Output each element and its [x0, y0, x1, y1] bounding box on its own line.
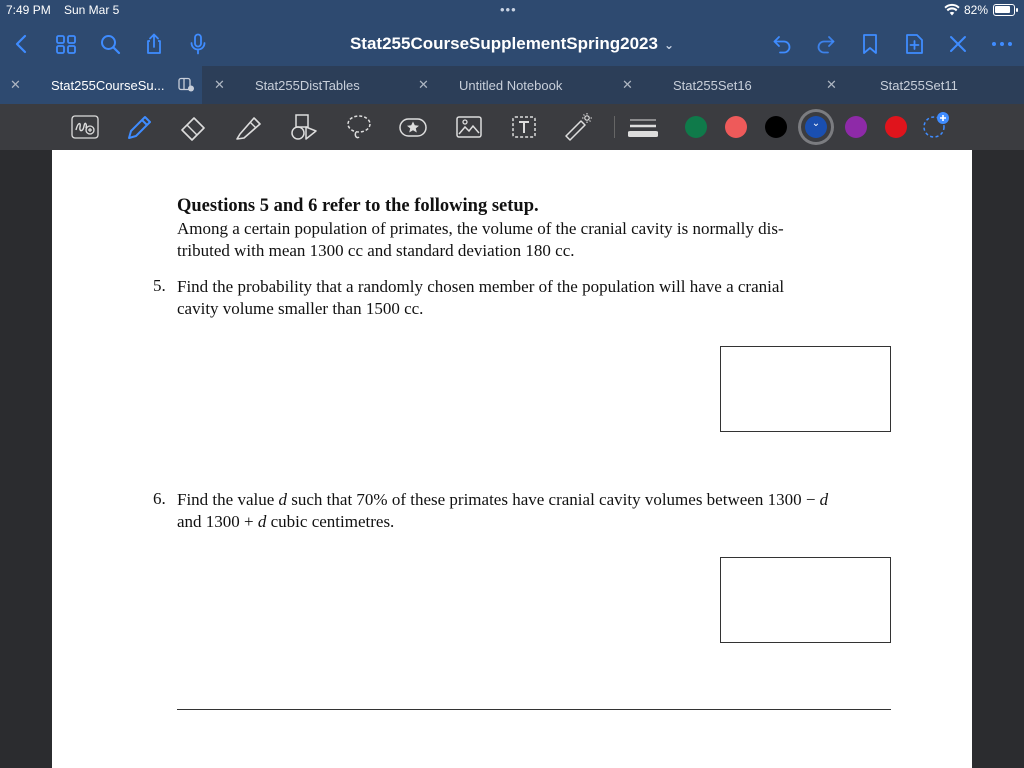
battery-tip: [1016, 8, 1018, 12]
add-color-icon[interactable]: [921, 110, 951, 140]
variable-d: d: [278, 490, 288, 509]
tab-label: Stat255Set11: [880, 78, 958, 93]
multitasking-dots[interactable]: •••: [500, 2, 517, 17]
toolbar-divider: [614, 116, 615, 138]
tab-label: Stat255CourseSu...: [51, 78, 165, 93]
color-swatch-blue[interactable]: [805, 116, 827, 138]
highlighter-tool-icon[interactable]: [234, 112, 264, 142]
status-time: 7:49 PM: [6, 3, 51, 17]
title-chevron-down-icon: ⌄: [663, 38, 675, 52]
setup-heading: Questions 5 and 6 refer to the following setup.: [177, 196, 539, 216]
sticker-tool-icon[interactable]: [398, 112, 428, 142]
split-view-icon[interactable]: [178, 77, 194, 92]
setup-paragraph: [177, 218, 892, 262]
question-5-line-1: Find the probability that a randomly chosen member of the population will have a cranial: [177, 277, 785, 296]
question-6-line-2: [177, 511, 892, 533]
shapes-tool-icon[interactable]: [289, 112, 319, 142]
tab-label: Stat255Set16: [673, 78, 752, 93]
annotation-toolbar: [0, 104, 1024, 150]
tab-label: Untitled Notebook: [459, 78, 563, 93]
bookmark-icon[interactable]: [858, 32, 882, 56]
color-swatch-bright-red[interactable]: [885, 116, 907, 138]
lasso-tool-icon[interactable]: [344, 112, 374, 142]
stroke-width-icon[interactable]: [628, 112, 658, 142]
question-6-text-segment: such that 70% of these primates have cranial cavity volumes between 1300 −: [287, 490, 820, 509]
setup-line-2: tributed with mean 1300 cc and standard deviation 180 cc.: [177, 241, 575, 260]
variable-d: d: [257, 512, 267, 531]
tab-close-icon[interactable]: ✕: [622, 77, 633, 92]
question-6-text-segment: and 1300 +: [177, 512, 258, 531]
image-tool-icon[interactable]: [454, 112, 484, 142]
question-6-text: [177, 489, 892, 533]
undo-icon[interactable]: [770, 32, 794, 56]
wifi-icon: [944, 3, 960, 17]
text-tool-icon[interactable]: [509, 112, 539, 142]
color-swatch-black[interactable]: [765, 116, 787, 138]
tab-close-icon[interactable]: ✕: [10, 77, 21, 92]
question-5-number: 5.: [153, 276, 166, 295]
question-6-text-segment: cubic centimetres.: [266, 512, 395, 531]
color-swatch-red[interactable]: [725, 116, 747, 138]
tab-label: Stat255DistTables: [255, 78, 360, 93]
question-6-answer-box[interactable]: [720, 557, 891, 643]
battery-icon: [993, 4, 1015, 16]
add-page-icon[interactable]: [902, 32, 926, 56]
navigation-bar: [0, 22, 1024, 66]
question-6-line-1: [177, 489, 892, 511]
question-5-answer-box[interactable]: [720, 346, 891, 432]
close-icon[interactable]: [946, 32, 970, 56]
document-tabs: [0, 66, 1024, 104]
redo-icon[interactable]: [814, 32, 838, 56]
pen-tool-icon[interactable]: [124, 112, 154, 142]
question-5-line-2: cavity volume smaller than 1500 cc.: [177, 299, 424, 318]
tab-close-icon[interactable]: ✕: [214, 77, 225, 92]
document-page[interactable]: [52, 150, 972, 768]
tab-stat255coursesupplement[interactable]: [0, 66, 202, 104]
status-bar: [0, 0, 1024, 22]
horizontal-rule: [177, 709, 891, 710]
question-6-number: 6.: [153, 489, 166, 508]
tab-close-icon[interactable]: ✕: [826, 77, 837, 92]
question-5-text: [177, 276, 892, 320]
handwriting-tool-icon[interactable]: [70, 112, 100, 142]
question-6-text-segment: Find the value: [177, 490, 279, 509]
status-date: Sun Mar 5: [64, 3, 120, 17]
document-title-text: Stat255CourseSupplementSpring2023: [349, 34, 658, 53]
more-icon[interactable]: [990, 32, 1014, 56]
variable-d: d: [819, 490, 829, 509]
tab-stat255set11[interactable]: [818, 66, 1024, 104]
eraser-tool-icon[interactable]: [178, 112, 208, 142]
tab-stat255set16[interactable]: [614, 66, 818, 104]
tab-untitled-notebook[interactable]: [408, 66, 614, 104]
tab-close-icon[interactable]: ✕: [418, 77, 429, 92]
chevron-down-icon: ⌄: [811, 118, 821, 129]
color-swatch-green[interactable]: [685, 116, 707, 138]
battery-percent: 82%: [964, 3, 989, 17]
laser-pointer-icon[interactable]: [563, 112, 593, 142]
color-swatch-purple[interactable]: [845, 116, 867, 138]
setup-line-1: Among a certain population of primates, the volume of the cranial cavity is normally dis-: [177, 219, 784, 238]
tab-stat255disttables[interactable]: [202, 66, 408, 104]
